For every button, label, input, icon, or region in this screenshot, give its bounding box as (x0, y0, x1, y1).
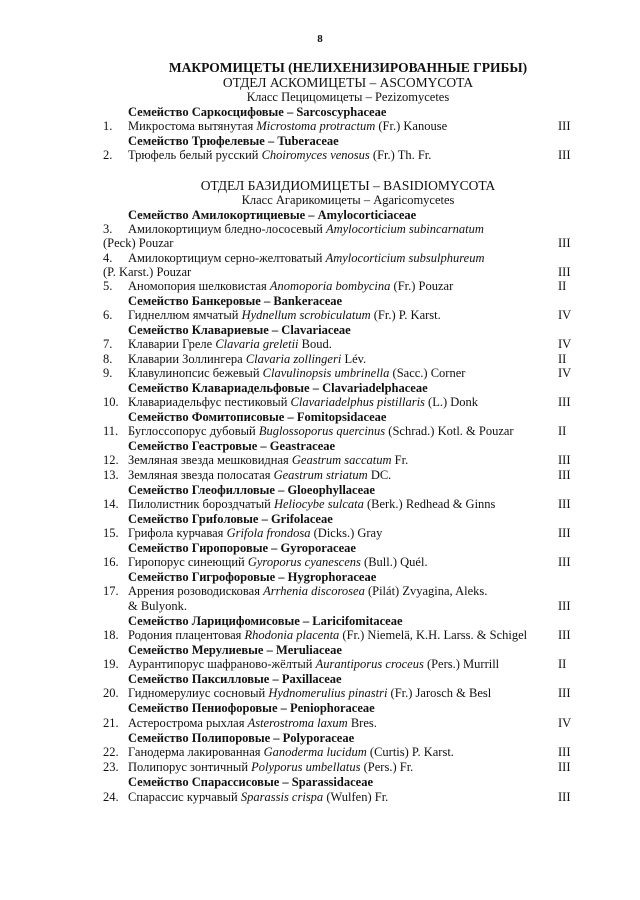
species-row: 6. Гиднеллюм ямчатый Hydnellum scrobiculatum (Fr.) P. Karst. IV (103, 308, 572, 322)
family-heading: Семейство Фомитописовые – Fomitopsidaceae (128, 410, 387, 424)
class-heading: Класс Пецицомицеты – Pezizomycetes (246, 90, 450, 104)
status-category: III (558, 745, 571, 759)
species-row: 24. Спарассис курчавый Sparassis crispa (Wulfen) Fr. III (103, 790, 571, 804)
family-heading: Семейство Геастровые – Geastraceae (128, 439, 336, 453)
species-row: 16. Гиропорус синеющий Gyroporus cyanescens (Bull.) Quél. III (103, 555, 571, 569)
family-heading: Семейство Глеофилловые – Gloeophyllaceae (128, 483, 375, 497)
status-category: IV (558, 366, 572, 380)
status-category: III (558, 790, 571, 804)
family-heading: Семейство Гигрофоровые – Hygrophoraceae (128, 570, 377, 584)
status-category: II (558, 424, 567, 438)
status-category: II (558, 657, 567, 671)
species-row-continuation: (P. Karst.) Pouzar III (103, 265, 571, 279)
species-row: 23. Полипорус зонтичный Polyporus umbellatus (Pers.) Fr. III (103, 760, 571, 774)
species-row: 4. Амилокортициум серно-желтоватый Amylocorticium subsulphureum (103, 251, 485, 265)
species-row: 19. Аурантипорус шафраново-жёлтый Aurantiporus croceus (Pers.) Murrill II (103, 657, 567, 671)
species-row: 1. Микростома вытянутая Microstoma protractum (Fr.) Kanouse III (103, 119, 571, 133)
family-heading: Семейство Ларицифомисовые – Laricifomitaceae (128, 614, 403, 628)
species-row-continuation: (Peck) Pouzar III (103, 236, 571, 250)
status-category: III (558, 453, 571, 467)
species-row: 14. Пилолистник бороздчатый Heliocybe sulcata (Berk.) Redhead & Ginns III (103, 497, 571, 511)
section-title: МАКРОМИЦЕТЫ (НЕЛИХЕНИЗИРОВАННЫЕ ГРИБЫ) (168, 60, 528, 75)
species-row: 3. Амилокортициум бледно-лососевый Amylocorticium subincarnatum (103, 222, 484, 236)
family-heading: Семейство Гиропоровые – Gyroporaceae (128, 541, 356, 555)
status-category: III (558, 395, 571, 409)
species-row: 7. Клаварии Греле Clavaria greletii Boud. IV (103, 337, 572, 351)
family-heading: Семейство Клавариевые – Clavariaceae (128, 323, 351, 337)
status-category: III (558, 236, 571, 250)
status-category: III (558, 686, 571, 700)
species-row: 12. Земляная звезда мешковидная Geastrum saccatum Fr. III (103, 453, 571, 467)
status-category: III (558, 760, 571, 774)
species-row: 18. Родония плацентовая Rhodonia placenta (Fr.) Niemelä, K.H. Larss. & Schigel III (103, 628, 571, 642)
family-heading: Семейство Мерулиевые – Meruliaceae (128, 643, 342, 657)
status-category: II (558, 352, 567, 366)
family-heading: Семейство Пениофоровые – Peniophoraceae (128, 701, 375, 715)
status-category: III (558, 526, 571, 540)
class-heading: Класс Агарикомицеты – Agaricomycetes (241, 193, 455, 207)
status-category: III (558, 265, 571, 279)
status-category: III (558, 119, 571, 133)
family-heading: Семейство Спарассисовые – Sparassidaceae (128, 775, 373, 789)
family-heading: Семейство Клавариадельфовые – Clavariadelphaceae (128, 381, 428, 395)
family-heading: Семейство Паксилловые – Paxillaceae (128, 672, 342, 686)
species-row: 20. Гидномерулиус сосновый Hydnomerulius pinastri (Fr.) Jarosch & Besl III (103, 686, 571, 700)
family-heading: Семейство Банкеровые – Bankeraceae (128, 294, 343, 308)
species-row: 8. Клаварии Золлингера Clavaria zollingeri Lév. II (103, 352, 567, 366)
species-row: 15. Грифола курчавая Grifola frondosa (Dicks.) Gray III (103, 526, 571, 540)
division-heading: ОТДЕЛ БАЗИДИОМИЦЕТЫ – BASIDIOMYCOTA (200, 178, 496, 193)
division-heading: ОТДЕЛ АСКОМИЦЕТЫ – ASCOMYCOTA (222, 75, 474, 90)
family-heading: Семейство Полипоровые – Polyporaceae (128, 731, 355, 745)
species-row: 2. Трюфель белый русский Choiromyces venosus (Fr.) Th. Fr. III (103, 148, 571, 162)
status-category: III (558, 148, 571, 162)
status-category: III (558, 468, 571, 482)
status-category: III (558, 555, 571, 569)
family-heading: Семейство Саркосцифовые – Sarcoscyphaceae (128, 105, 387, 119)
status-category: III (558, 497, 571, 511)
family-heading: Семейство Трюфелевые – Tuberaceae (128, 134, 339, 148)
species-row: 9. Клавулинопсис бежевый Clavulinopsis umbrinella (Sacc.) Corner IV (103, 366, 572, 380)
species-row: 13. Земляная звезда полосатая Geastrum striatum DC. III (103, 468, 571, 482)
species-row: 17. Аррения розоводисковая Arrhenia discorosea (Pilát) Zvyagina, Aleks. (103, 584, 488, 598)
family-heading: Семейство Амилокортициевые – Amylocorticiaceae (128, 208, 417, 222)
page-number: 8 (317, 33, 323, 45)
species-row: 10. Клавариадельфус пестиковый Clavariadelphus pistillaris (L.) Donk III (103, 395, 571, 409)
species-row: 5. Аномопория шелковистая Anomoporia bombycina (Fr.) Pouzar II (103, 279, 567, 293)
species-row-continuation: & Bulyonk. III (128, 599, 571, 613)
status-category: IV (558, 716, 572, 730)
species-row: 22. Ганодерма лакированная Ganoderma lucidum (Curtis) P. Karst. III (103, 745, 571, 759)
species-row: 21. Астерострома рыхлая Asterostroma laxum Bres. IV (103, 716, 572, 730)
status-category: IV (558, 337, 572, 351)
species-row: 11. Буглоссопорус дубовый Buglossoporus quercinus (Schrad.) Kotl. & Pouzar II (103, 424, 567, 438)
status-category: II (558, 279, 567, 293)
family-heading: Семейство Гриfoловые – Grifolaceae (128, 512, 333, 526)
status-category: III (558, 628, 571, 642)
status-category: IV (558, 308, 572, 322)
status-category: III (558, 599, 571, 613)
